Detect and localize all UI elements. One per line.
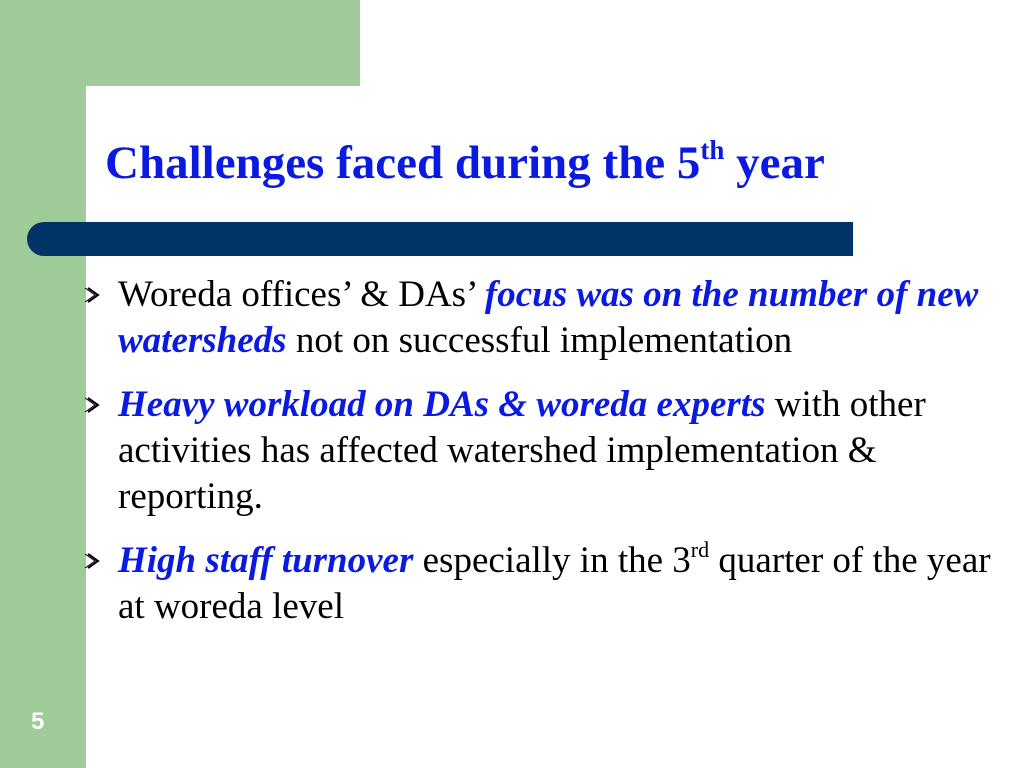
bullet-text-plain: especially in the 3 (413, 540, 691, 581)
bullet-list (78, 272, 1018, 648)
bullet-text-plain: with other activities has affected watershed implementation & reporting. (118, 384, 926, 517)
page-number: 5 (31, 708, 45, 735)
bullet-text-plain: Woreda offices’ & DAs’ (118, 274, 485, 315)
title-underline-bar (27, 222, 853, 256)
bullet-text-emphasis: High staff turnover (118, 540, 414, 581)
arrowhead-bullet-icon (83, 285, 103, 305)
bullet-text-plain: quarter of the year at woreda level (118, 540, 991, 627)
bullet-item (78, 382, 1018, 520)
title-superscript: th (700, 135, 725, 165)
green-top-band (0, 0, 360, 86)
bullet-superscript: rd (690, 537, 710, 562)
slide-title: Challenges faced during the 5th year (105, 135, 825, 189)
bullet-item (78, 538, 1018, 630)
bullet-text-emphasis: Heavy workload on DAs & woreda experts (118, 384, 766, 425)
green-sidebar (0, 0, 86, 768)
arrowhead-bullet-icon (83, 395, 103, 415)
arrowhead-bullet-icon (83, 551, 103, 571)
bullet-text-plain: not on successful implementation (286, 320, 793, 361)
bullet-text-emphasis: focus was on the number of new watersheds (118, 274, 979, 361)
bullet-item (78, 272, 1018, 364)
